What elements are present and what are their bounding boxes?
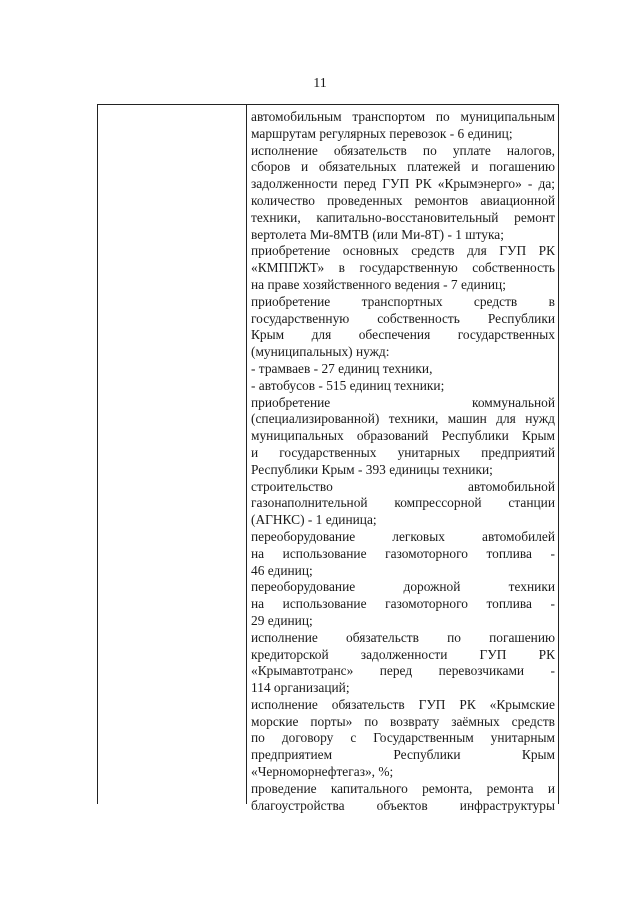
text-line: количество проведенных ремонтов авиационной [251, 192, 555, 208]
text-line: проведение капитального ремонта, ремонта и [251, 780, 555, 796]
text-line: государственную собственность Республики [251, 310, 555, 326]
page-number: 11 [313, 76, 327, 91]
document-table [97, 104, 559, 813]
text-line: исполнение обязательств по уплате налогов, [251, 142, 555, 158]
text-line: сборов и обязательных платежей и погашению [251, 159, 555, 175]
text-line: «Черноморнефтегаз», %; [251, 764, 394, 780]
text-line: - автобусов - 515 единиц техники; [251, 377, 445, 393]
text-line: вертолета Ми-8МТВ (или Ми-8Т) - 1 штука; [251, 226, 504, 242]
text-line: кредиторской задолженности ГУП РК [251, 646, 555, 662]
text-line: 29 единиц; [251, 612, 313, 628]
text-line: маршрутам регулярных перевозок - 6 единиц; [251, 125, 513, 141]
table-right-cell [247, 105, 558, 813]
text-line: приобретение коммунальной [251, 394, 555, 410]
text-line: «КМППЖТ» в государственную собственность [251, 260, 555, 276]
text-line: Крым для обеспечения государственных [251, 327, 555, 343]
text-line: «Крымавтотранс» перед перевозчиками - [251, 663, 555, 679]
text-line: автомобильным транспортом по муниципальным [251, 109, 555, 124]
text-line: исполнение обязательств по погашению [251, 629, 555, 645]
text-line: муниципальных образований Республики Крым [251, 428, 555, 444]
text-line: (АГНКС) - 1 единица; [251, 512, 377, 528]
text-line: на использование газомоторного топлива - [251, 545, 555, 561]
text-line: - трамваев - 27 единиц техники, [251, 360, 433, 376]
text-line: строительство автомобильной [251, 478, 555, 494]
text-line: газонаполнительной компрессорной станции [251, 495, 555, 511]
text-line: исполнение обязательств ГУП РК «Крымские [251, 696, 555, 712]
text-line: переоборудование дорожной техники [251, 579, 555, 595]
text-line: и государственных унитарных предприятий [251, 444, 555, 460]
text-line: приобретение транспортных средств в [251, 293, 555, 309]
text-line: морские порты» по возврату заёмных средств [251, 713, 555, 729]
text-line: на использование газомоторного топлива - [251, 596, 555, 612]
text-line: по договору с Государственным унитарным [251, 730, 555, 746]
text-line: благоустройства объектов инфраструктуры [251, 797, 555, 813]
text-line: приобретение основных средств для ГУП РК [251, 243, 555, 259]
text-line: на праве хозяйственного ведения - 7 единиц; [251, 276, 506, 292]
text-line: (муниципальных) нужд: [251, 344, 390, 360]
table-left-cell [98, 105, 247, 804]
text-line: переоборудование легковых автомобилей [251, 528, 555, 544]
text-line: 114 организаций; [251, 680, 350, 696]
text-line: 46 единиц; [251, 562, 313, 578]
text-line: задолженности перед ГУП РК «Крымэнерго» - да; [251, 176, 555, 192]
text-line: предприятием Республики Крым [251, 747, 555, 763]
text-line: техники, капитально-восстановительный ремонт [251, 209, 555, 225]
text-line: Республики Крым - 393 единицы техники; [251, 461, 493, 477]
text-line: (специализированной) техники, машин для нужд [251, 411, 555, 427]
